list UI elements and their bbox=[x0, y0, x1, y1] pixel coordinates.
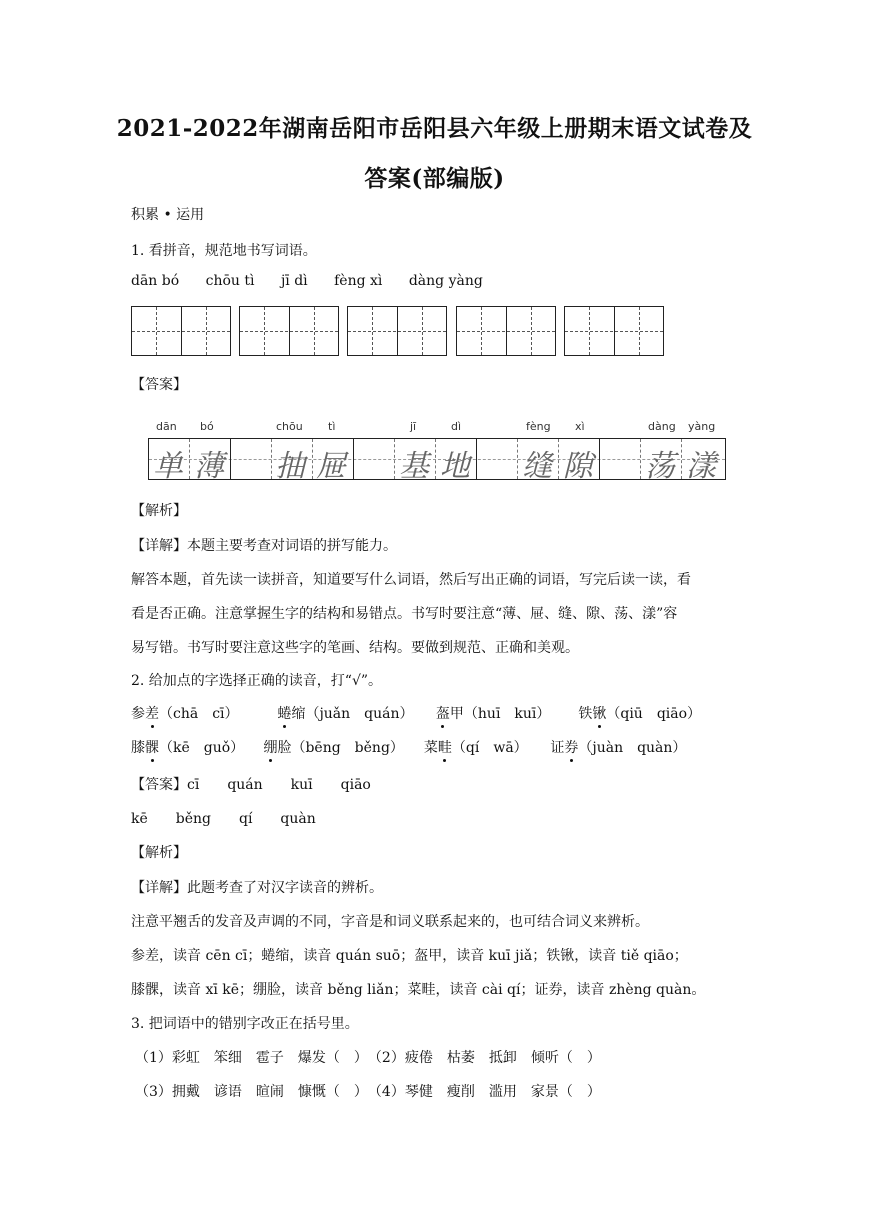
answer-char-2: 薄 bbox=[194, 449, 224, 484]
q1-analysis-label: 【解析】 bbox=[131, 503, 187, 519]
q1-pinyin-row bbox=[131, 273, 505, 289]
q1-explain-2: 看是否正确。注意掌握生字的结构和易错点。书写时要注意“薄、屉、缝、隙、荡、漾”容 bbox=[131, 606, 678, 622]
answer-pinyin-8: xì bbox=[575, 420, 585, 433]
answer-pinyin-4: tì bbox=[328, 420, 336, 433]
q3-row-1: （1）彩虹 笨细 雹子 爆发（ ） （2）疲倦 枯萎 抵卸 倾听（ ） bbox=[135, 1050, 601, 1066]
answer-pinyin-2: bó bbox=[200, 420, 214, 433]
q2-item-8: 证券（juàn quàn） bbox=[550, 740, 687, 756]
answer-char-7: 缝 bbox=[522, 449, 552, 484]
q3-prompt: 3. 把词语中的错别字改正在括号里。 bbox=[131, 1016, 359, 1032]
q2-explain-3: 膝髁，读音 xī kē；绷脸，读音 běng liǎn；菜畦，读音 cài qí；证券，读音 zhèng quàn。 bbox=[131, 982, 706, 998]
q2-item-6: 绷脸（bēng běng） bbox=[263, 740, 404, 756]
q2-item-3: 盔甲（huī kuī） bbox=[435, 706, 551, 722]
q2-explain-1: 注意平翘舌的发音及声调的不同，字音是和词义联系起来的，也可结合词义来辨析。 bbox=[131, 914, 649, 930]
q1-explain-1: 解答本题，首先读一读拼音，知道要写什么词语，然后写出正确的词语，写完后读一读，看 bbox=[131, 572, 691, 588]
writing-box-4 bbox=[456, 306, 556, 356]
q1-answer-label: 【答案】 bbox=[131, 377, 187, 393]
document-title-line-1: 2021-2022年湖南岳阳市岳阳县六年级上册期末语文试卷及 bbox=[116, 115, 753, 142]
answer-char-1: 单 bbox=[153, 449, 183, 484]
q2-analysis-label: 【解析】 bbox=[131, 845, 187, 861]
q1-answer-grid bbox=[148, 420, 728, 482]
q2-answer-1: 【答案】cī quán kuī qiāo bbox=[131, 777, 371, 793]
q1-explain-3: 易写错。书写时要注意这些字的笔画、结构。要做到规范、正确和美观。 bbox=[131, 640, 579, 656]
section-heading: 积累 • 运用 bbox=[131, 207, 205, 223]
writing-box-2 bbox=[239, 306, 339, 356]
q3-row-2: （3）拥戴 谚语 暄闹 慷慨（ ） （4）琴健 瘦削 滥用 家景（ ） bbox=[135, 1084, 601, 1100]
q2-answer-2: kē běng qí quàn bbox=[131, 811, 316, 827]
writing-box-1 bbox=[131, 306, 231, 356]
answer-char-3: 抽 bbox=[275, 449, 305, 484]
answer-char-9: 荡 bbox=[645, 449, 675, 484]
answer-pinyin-6: dì bbox=[451, 420, 462, 433]
q2-item-2: 蜷缩（juǎn quán） bbox=[277, 706, 414, 722]
q1-pinyin-2: chōu tì bbox=[205, 273, 255, 289]
answer-pinyin-3: chōu bbox=[276, 420, 303, 433]
q1-pinyin-5: dàng yàng bbox=[408, 273, 483, 289]
q2-options-row-2 bbox=[131, 737, 686, 757]
q1-prompt: 1. 看拼音，规范地书写词语。 bbox=[131, 243, 317, 259]
q2-prompt: 2. 给加点的字选择正确的读音，打“√”。 bbox=[131, 673, 383, 689]
answer-cells bbox=[148, 438, 726, 484]
answer-char-8: 隙 bbox=[563, 449, 593, 484]
q2-item-7: 菜畦（qí wā） bbox=[423, 740, 528, 756]
q2-options-row-1 bbox=[131, 703, 701, 723]
answer-pinyin-5: jī bbox=[410, 420, 417, 433]
q1-pinyin-4: fèng xì bbox=[334, 273, 383, 289]
answer-char-6: 地 bbox=[440, 449, 470, 484]
q2-item-5: 膝髁（kē guǒ） bbox=[131, 740, 245, 756]
answer-pinyin-10: yàng bbox=[688, 420, 716, 433]
q2-detail: 【详解】此题考查了对汉字读音的辨析。 bbox=[131, 880, 383, 896]
q2-item-4: 铁锹（qiū qiāo） bbox=[578, 706, 702, 722]
answer-char-5: 基 bbox=[399, 449, 429, 484]
answer-char-4: 屉 bbox=[316, 449, 346, 484]
q2-explain-2: 参差，读音 cēn cī；蜷缩，读音 quán suō；盔甲，读音 kuī jiǎ；铁锹，读音 tiě qiāo； bbox=[131, 948, 688, 964]
writing-box-5 bbox=[564, 306, 664, 356]
answer-pinyin-1: dān bbox=[156, 420, 177, 433]
answer-pinyin-9: dàng bbox=[648, 420, 676, 433]
answer-pinyin-7: fèng bbox=[526, 420, 551, 433]
writing-box-3 bbox=[347, 306, 447, 356]
q1-pinyin-3: jī dì bbox=[280, 273, 308, 289]
document-title-line-2: 答案(部编版) bbox=[364, 165, 505, 192]
q2-item-1: 参差（chā cī） bbox=[131, 706, 239, 722]
q1-detail: 【详解】本题主要考查对词语的拼写能力。 bbox=[131, 538, 397, 554]
answer-char-10: 漾 bbox=[686, 449, 716, 484]
q1-pinyin-1: dān bó bbox=[131, 273, 180, 289]
